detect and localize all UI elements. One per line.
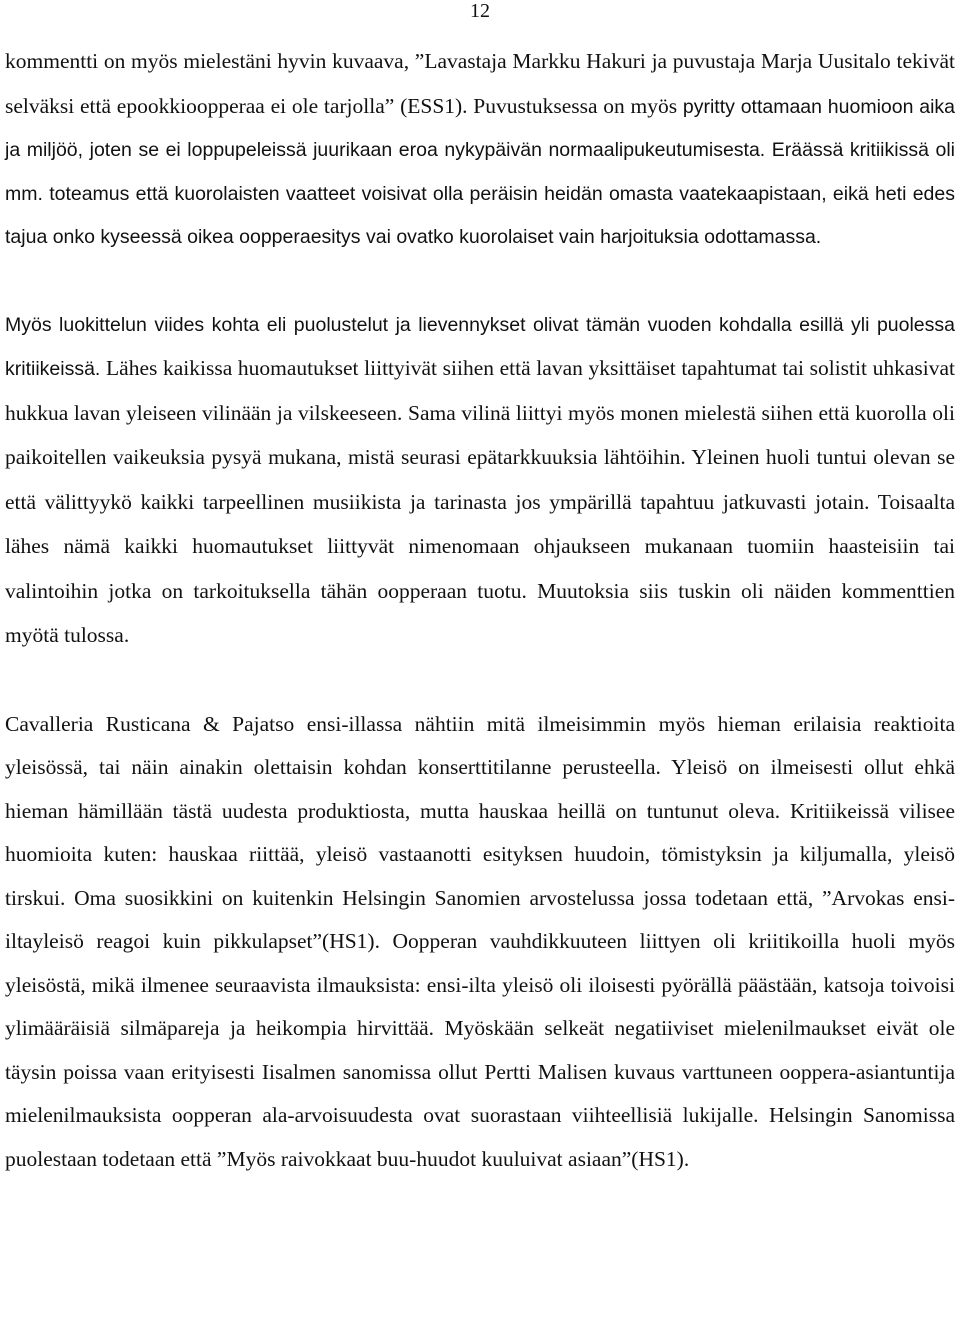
paragraph-costume-commentary <box>5 40 955 260</box>
text-segment: Cavalleria Rusticana & Pajatso ensi-illassa nähtiin mitä ilmeisimmin myös hieman erilaisia reaktioita yleisössä, tai näin ainakin olettaisin kohdan konserttitilanne perusteella. Yleisö on ilmeisesti ollut ehkä hieman hämillään tästä uudesta produktiosta, mutta hauskaa heillä on tuntunut oleva. Kritiikeissä vilisee huomioita kuten: hauskaa riittää, yleisö vastaanotti esityksen huudoin, tömistyksin ja kiljumalla, yleisö tirskui. Oma suosikkini on kuitenkin Helsingin Sanomien arvostelussa jossa todetaan että, ”Arvokas ensi-iltayleisö reagoi kuin pikkulapset”(HS1). Oopperan vauhdikkuuteen liittyen oli kriitikoilla huoli myös yleisöstä, mikä ilmenee seuraavista ilmauksista: ensi-ilta yleisö oli iloisesti pyörällä päästään, katsoja toivoisi ylimääräisiä silmäpareja ja heikompia hirvittää. Myöskään selkeät negatiiviset mielenilmaukset eivät ole täysin poissa vaan erityisesti Iisalmen sanomissa ollut Pertti Malisen kuvaus varttuneen ooppera-asiantuntija mielenilmauksista oopperan ala-arvoisuudesta ovat suorastaan viihteellisiä lukijalle. Helsingin Sanomissa puolestaan todetaan että ”Myös raivokkaat buu-huudot kuuluivat asiaan”(HS1). <box>5 711 955 1171</box>
text-segment: pyritty ottamaan huomioon aika ja miljöö, joten se ei loppupeleissä juurikaan eroa nykypäivän normaalipukeutumisesta. Eräässä kritiikissä oli mm. toteamus että kuorolaisten vaatteet voisivat olla peräisin heidän omasta vaatekaapistaan, eikä heti edes tajua onko kyseessä oikea oopperaesitys vai ovatko kuorolaiset vain harjoituksia odottamassa. <box>5 95 955 248</box>
page-number: 12 <box>470 0 490 22</box>
text-segment: kommentti on myös mielestäni hyvin kuvaava, ”Lavastaja Markku Hakuri ja puvustaja Marja Uusitalo tekivät selväksi että epookkioopperaa ei ole tarjolla” (ESS1). Puvustuksessa on myös <box>5 49 955 118</box>
document-body <box>5 40 955 1225</box>
text-segment: Lähes kaikissa huomautukset liittyivät siihen että lavan yksittäiset tapahtumat tai solistit uhkasivat hukkua lavan yleiseen vilinään ja vilskeeseen. Sama vilinä liittyi myös monen mielestä siihen että kuorolla oli paikoitellen vaikeuksia pysyä mukana, mistä seurasi epätarkkuuksia lähtöihin. Yleinen huoli tuntui olevan se että välittyykö kaikki tarpeellinen musiikista ja tarinasta jos ympärillä tapahtuu jatkuvasti jotain. Toisaalta lähes nämä kaikki huomautukset liittyvät nimenomaan ohjaukseen mukanaan tuomiin haasteisiin tai valintoihin jotka on tarkoituksella tähän oopperaan tuotu. Muutoksia siis tuskin oli näiden kommenttien myötä tulossa. <box>5 356 955 647</box>
paragraph-mitigations <box>5 304 955 659</box>
text-segment: Myös luokittelun viides kohta eli puolustelut ja lievennykset olivat tämän vuoden kohdalla esillä yli puolessa kritiikeissä. <box>5 313 955 380</box>
paragraph-audience-reactions <box>5 703 955 1182</box>
